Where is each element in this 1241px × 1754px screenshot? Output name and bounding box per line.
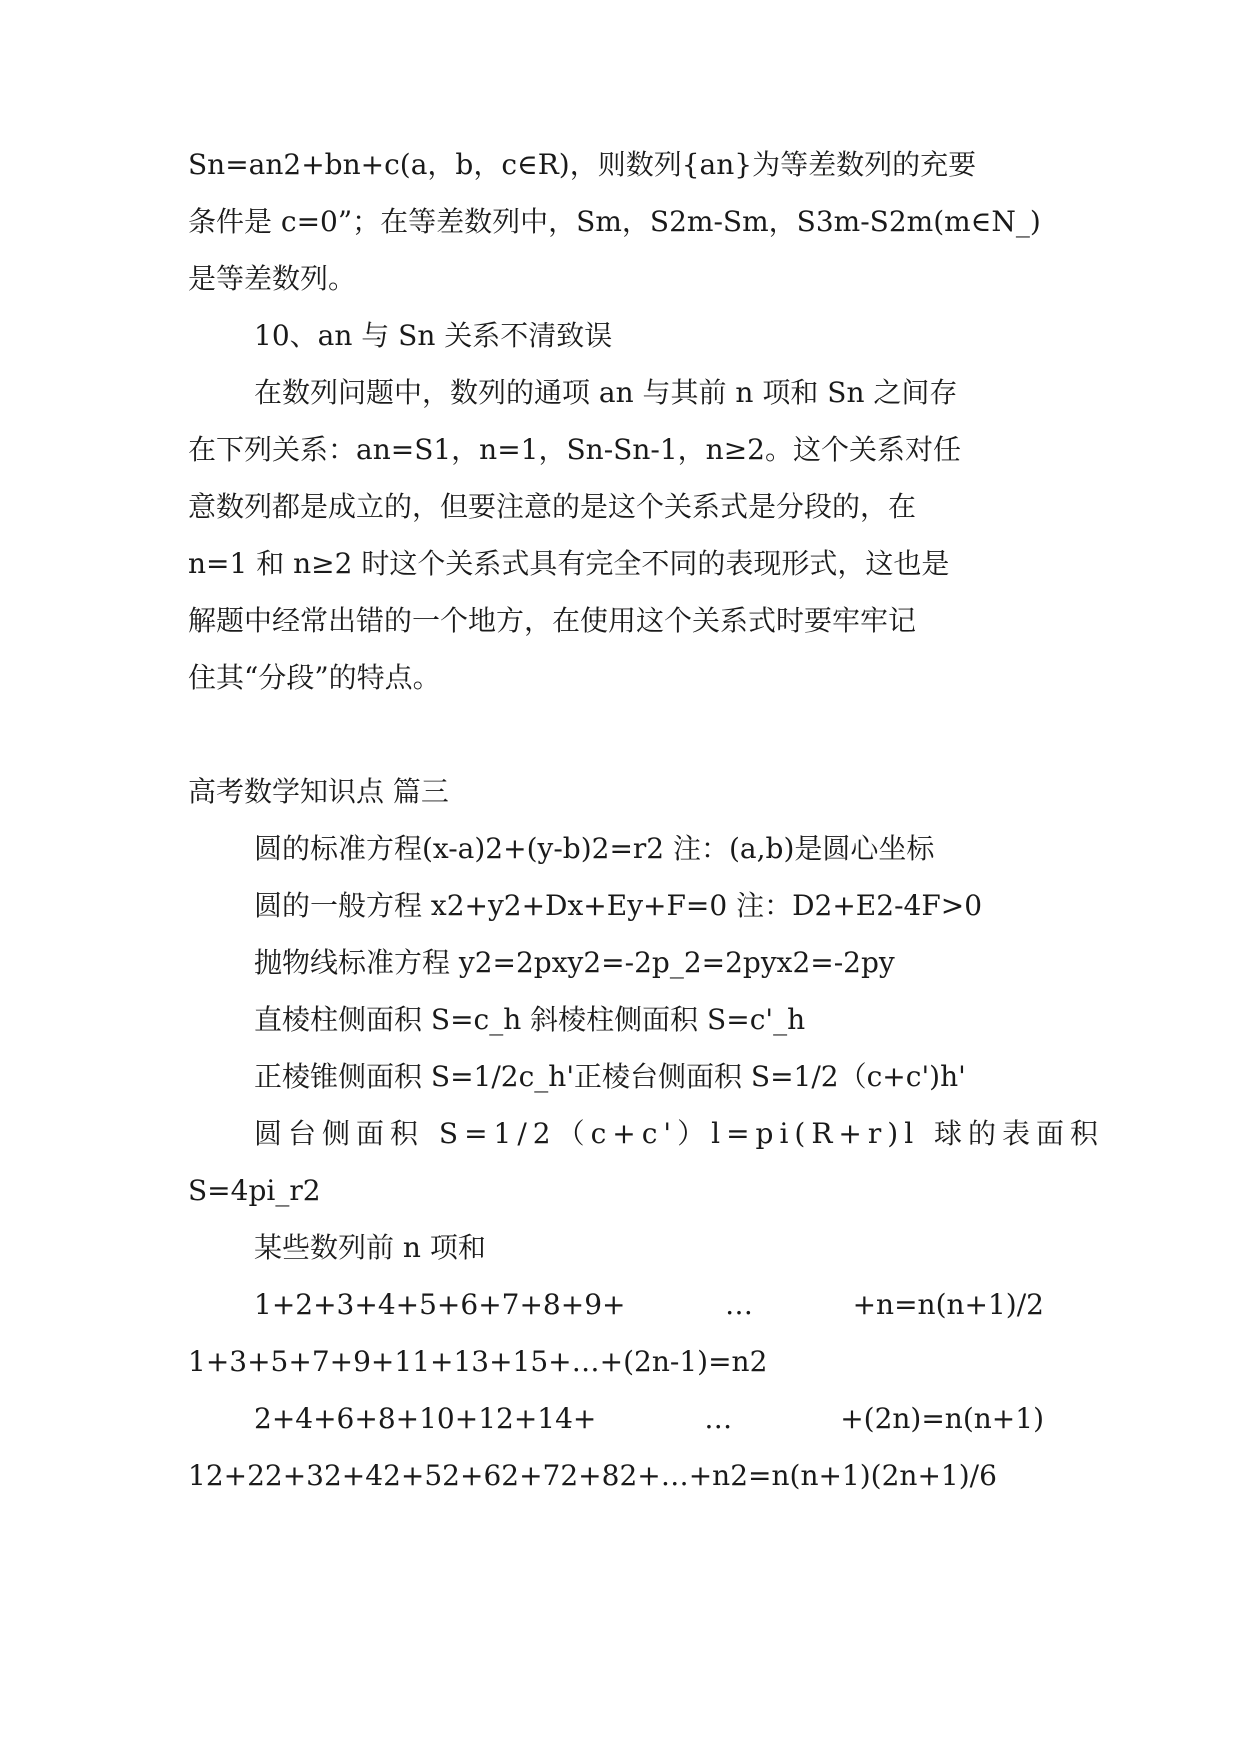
formula-line: 正棱锥侧面积 S=1/2c_h'正棱台侧面积 S=1/2（c+c')h' [254,1060,966,1093]
paragraph-line: n=1 和 n≥2 时这个关系式具有完全不同的表现形式，这也是 [188,547,950,580]
paragraph-line: 条件是 c=0”；在等差数列中，Sm，S2m-Sm，S3m-S2m(m∈N_) [188,205,1041,238]
paragraph-line: 在下列关系：an=S1，n=1，Sn-Sn-1，n≥2。这个关系对任 [188,433,961,466]
sum-line: 1+3+5+7+9+11+13+15+…+(2n-1)=n2 [188,1345,768,1378]
sum-part: +n=n(n+1)/2 [852,1288,1044,1321]
formula-line: 圆的标准方程(x-a)2+(y-b)2=r2 注：(a,b)是圆心坐标 [254,832,935,865]
paragraph-line: 解题中经常出错的一个地方，在使用这个关系式时要牢牢记 [188,604,917,637]
paragraph-line: 意数列都是成立的，但要注意的是这个关系式是分段的，在 [188,490,917,523]
paragraph-line: Sn=an2+bn+c(a，b，c∈R)，则数列{an}为等差数列的充要 [188,148,977,181]
sum-part: +(2n)=n(n+1) [840,1402,1044,1435]
sum-part: 1+2+3+4+5+6+7+8+9+ [254,1288,626,1321]
formula-line: 直棱柱侧面积 S=c_h 斜棱柱侧面积 S=c'_h [254,1003,806,1036]
sum-part: … [725,1288,754,1321]
sum-line [254,1399,1044,1439]
formula-line: S=4pi_r2 [188,1174,321,1207]
sum-line: 12+22+32+42+52+62+72+82+…+n2=n(n+1)(2n+1)/6 [188,1459,997,1492]
section-title: 高考数学知识点 篇三 [188,775,449,808]
formula-line: 圆的一般方程 x2+y2+Dx+Ey+F=0 注：D2+E2-4F>0 [254,889,983,922]
formula-line: 圆台侧面积 S=1/2（c+c'）l=pi(R+r)l 球的表面积 [254,1117,1105,1150]
sum-line [254,1285,1044,1325]
item-heading: 10、an 与 Sn 关系不清致误 [254,319,613,352]
sums-heading: 某些数列前 n 项和 [254,1231,486,1264]
paragraph-line: 在数列问题中，数列的通项 an 与其前 n 项和 Sn 之间存 [254,376,958,409]
sum-part: 2+4+6+8+10+12+14+ [254,1402,597,1435]
formula-line: 抛物线标准方程 y2=2pxy2=-2p_2=2pyx2=-2py [254,946,895,979]
paragraph-line: 住其“分段”的特点。 [188,661,441,694]
sum-part: … [704,1402,733,1435]
paragraph-line: 是等差数列。 [188,262,357,295]
